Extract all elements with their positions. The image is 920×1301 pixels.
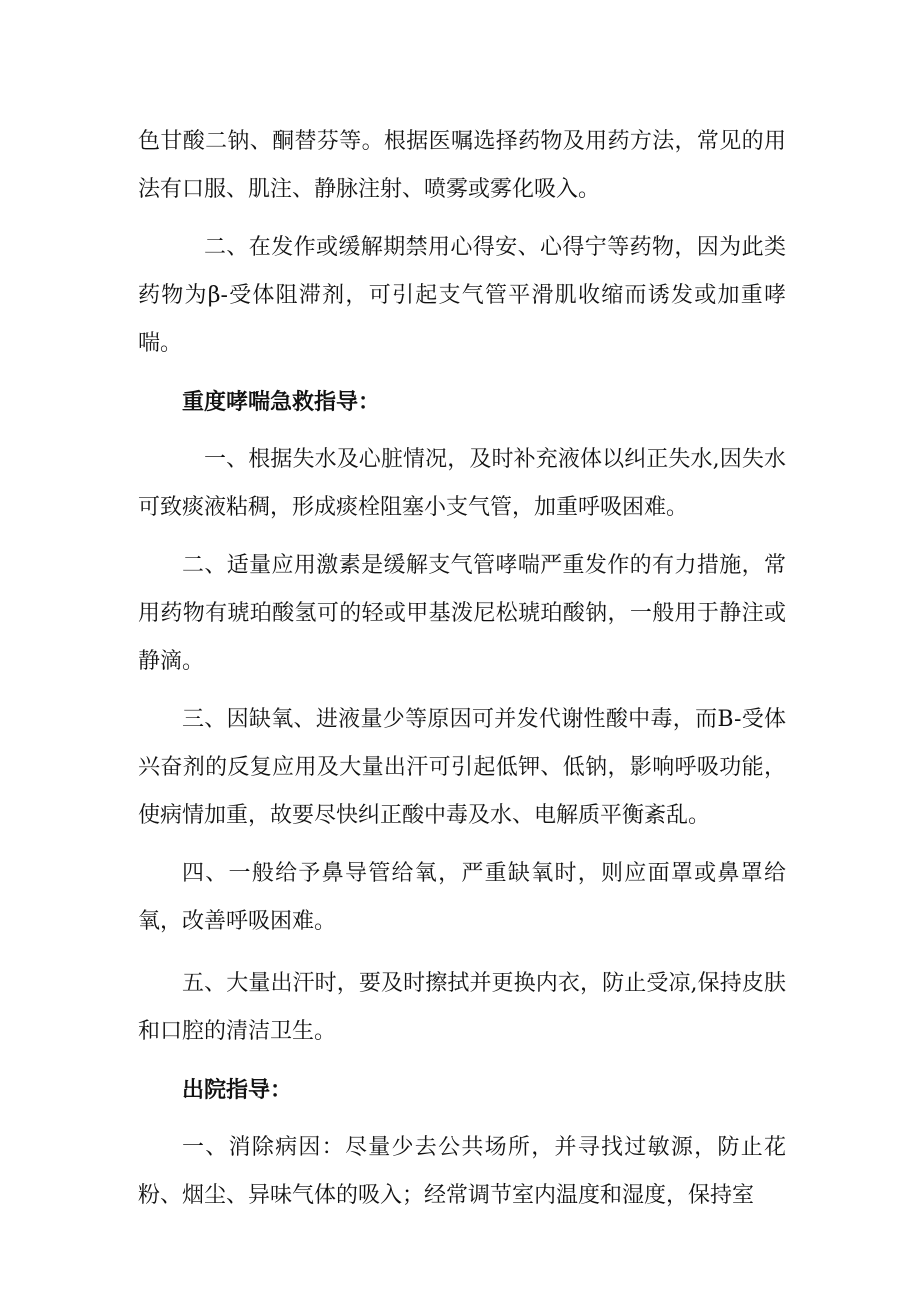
spacer — [138, 426, 786, 436]
paragraph-drug-contraindication: 二、在发作或缓解期禁用心得安、心得宁等药物，因为此类药物为β-受体阻滞剂，可引起支气管平滑肌收缩而诱发或加重哮喘。 — [138, 235, 786, 356]
spacer — [138, 946, 786, 960]
paragraph-discharge-1: 一、消除病因：尽量少去公共场所，并寻找过敏源，防止花粉、烟尘、异味气体的吸入；经常调节室内温度和湿度，保持室 — [138, 1135, 786, 1208]
heading-discharge: 出院指导： — [182, 1077, 293, 1103]
spacer — [138, 686, 786, 696]
spacer — [138, 1056, 786, 1066]
paragraph-emergency-2: 二、适量应用激素是缓解支气管哮喘严重发作的有力措施，常用药物有琥珀酸氢可的轻或甲基泼尼松琥珀酸钠，一般用于静注或静滴。 — [138, 553, 786, 674]
paragraph-continuation: 色甘酸二钠、酮替芬等。根据医嘱选择药物及用药方法，常见的用法有口服、肌注、静脉注射、喷雾或雾化吸入。 — [138, 129, 786, 202]
paragraph-emergency-1: 一、根据失水及心脏情况，及时补充液体以纠正失水,因失水可致痰液粘稠，形成痰栓阻塞小支气管，加重呼吸困难。 — [138, 447, 786, 520]
document-page — [138, 118, 786, 1220]
paragraph-emergency-3: 三、因缺氧、进液量少等原因可并发代谢性酸中毒，而B-受体兴奋剂的反复应用及大量出汗可引起低钾、低钠，影响呼吸功能，使病情加重，故要尽快纠正酸中毒及水、电解质平衡紊乱。 — [138, 707, 786, 828]
spacer — [138, 532, 786, 542]
paragraph-emergency-4: 四、一般给予鼻导管给氧，严重缺氧时，则应面罩或鼻罩给氧，改善呼吸困难。 — [138, 861, 786, 934]
paragraph-emergency-5: 五、大量出汗时，要及时擦拭并更换内衣，防止受凉,保持皮肤和口腔的清洁卫生。 — [138, 971, 786, 1044]
heading-emergency: 重度哮喘急救指导： — [182, 389, 381, 415]
spacer — [138, 214, 786, 224]
spacer — [138, 368, 786, 378]
spacer — [138, 1114, 786, 1124]
spacer — [138, 840, 786, 850]
